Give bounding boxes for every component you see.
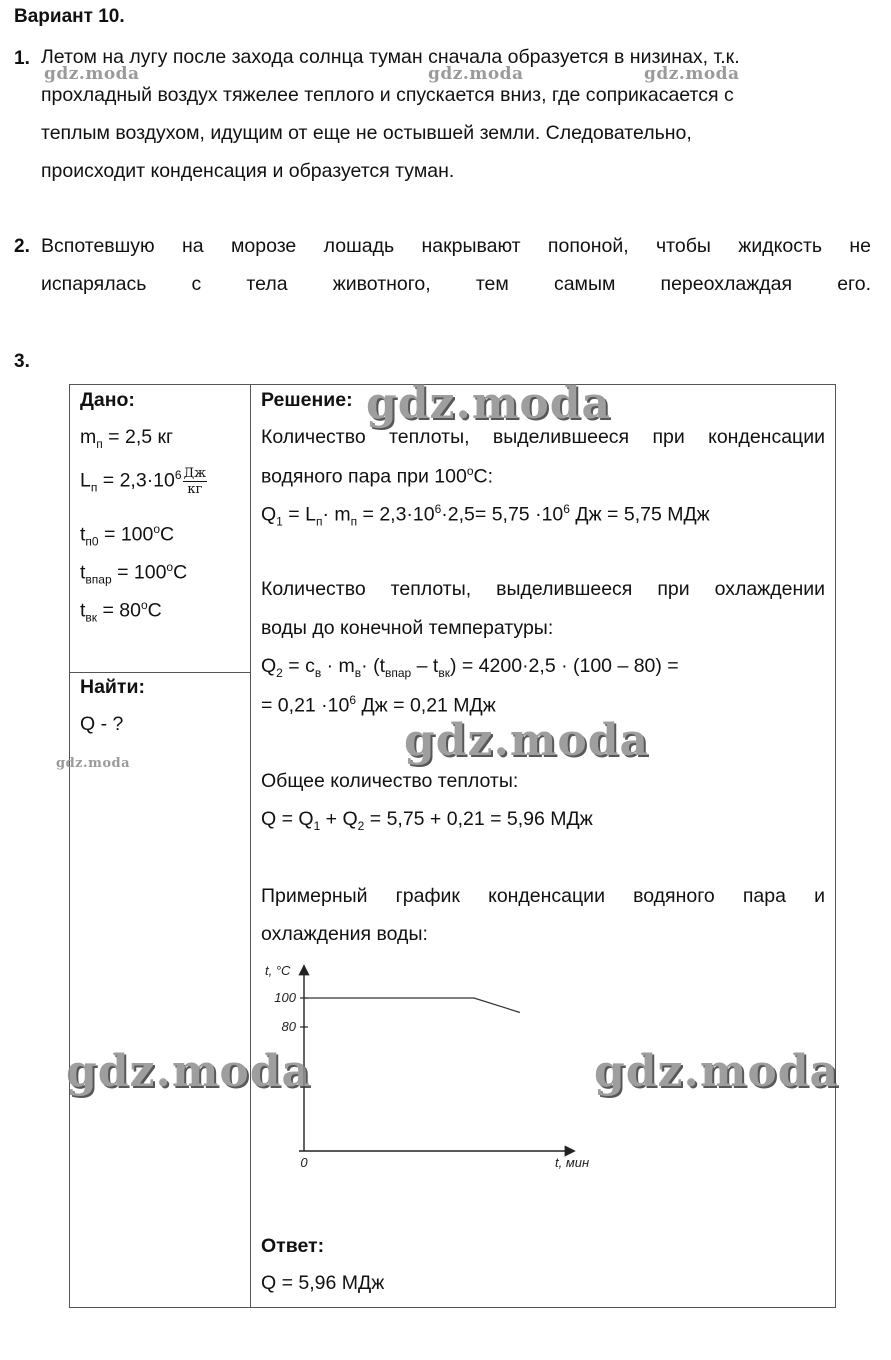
solution-text-1: Количество теплоты, выделившееся при конденсации <box>261 426 825 448</box>
given-mass-sub: п <box>96 436 103 451</box>
given-tk <box>80 598 162 624</box>
q2-sub: в <box>354 665 362 680</box>
given-latent-sub: п <box>90 480 98 495</box>
series-line <box>304 998 520 1013</box>
q2-part: ) = 4200·2,5 · (100 – 80) = <box>449 655 679 677</box>
y-tick-label: 80 <box>281 1019 296 1034</box>
degree-mark: o <box>140 598 148 612</box>
problem-2-line: Вспотевшую на морозе лошадь накрывают попоной, чтобы жидкость не <box>41 235 871 257</box>
given-tvpar <box>80 560 187 586</box>
y-tick-label: 100 <box>274 990 296 1005</box>
y-ticks <box>274 990 308 1034</box>
given-t0-sub: п0 <box>85 534 99 549</box>
given-tvpar-value: = 100 <box>111 561 167 584</box>
origin-label: 0 <box>300 1155 308 1170</box>
page-title: Вариант 10. <box>14 6 125 27</box>
given-latent-heat <box>80 466 207 497</box>
given-tvpar-symbol: t <box>80 561 86 584</box>
q1-symbol: Q <box>261 503 277 526</box>
given-t0-unit: C <box>160 523 175 546</box>
q2-result-part: = 0,21 ·10 <box>261 694 350 717</box>
q1-part: = L <box>282 503 316 526</box>
watermark: gdz.moda <box>644 64 740 84</box>
problem-1-line: происходит конденсация и образуется туман. <box>41 160 455 182</box>
watermark-large: gdz.moda <box>366 378 612 429</box>
given-tvpar-unit: C <box>173 561 188 584</box>
solution-heading: Решение: <box>261 389 353 411</box>
problem-1-text <box>41 38 871 190</box>
formula-q2-result <box>261 693 496 718</box>
problem-2-number: 2. <box>14 236 30 257</box>
q1-exp: 6 <box>563 502 570 516</box>
q1-sub: 1 <box>276 514 283 529</box>
problem-2-text <box>41 227 871 303</box>
qt-result: = 5,75 + 0,21 = 5,96 МДж <box>364 808 593 830</box>
solution-text-2b: C: <box>473 465 494 488</box>
table-bottom-border <box>69 1307 836 1308</box>
x-axis-label: t, мин <box>555 1155 590 1170</box>
degree-mark: o <box>166 560 174 574</box>
given-tk-sub: вк <box>85 610 98 625</box>
solution-text-4: воды до конечной температуры: <box>261 617 554 639</box>
q2-part: = c <box>282 655 315 677</box>
qt-part: + Q <box>320 808 358 830</box>
given-heading: Дано: <box>80 389 135 411</box>
q2-result: Дж = 0,21 МДж <box>356 694 496 717</box>
problem-1-line: прохладный воздух тяжелее теплого и спускается вниз, где соприкасается с <box>41 84 734 106</box>
solution-text-5: Общее количество теплоты: <box>261 770 519 792</box>
solution-text-2a: водяного пара при 100 <box>261 465 467 488</box>
problem-1-line: теплым воздухом, идущим от еще не остывшей земли. Следовательно, <box>41 122 692 144</box>
answer-heading: Ответ: <box>261 1235 325 1257</box>
given-mass-symbol: m <box>80 426 97 448</box>
watermark: gdz.moda <box>56 756 131 771</box>
given-t0-symbol: t <box>80 523 86 546</box>
given-latent-value: = 2,3·10 <box>97 469 175 492</box>
q1-result: Дж = 5,75 МДж <box>569 503 710 526</box>
problem-3-number: 3. <box>14 351 30 372</box>
q1-part: ·2,5= 5,75 ·10 <box>441 503 564 526</box>
solution-text-3: Количество теплоты, выделившееся при охлаждении <box>261 578 825 600</box>
problem-1-number: 1. <box>14 48 30 69</box>
formula-q2 <box>261 655 679 680</box>
qt-part: Q = Q <box>261 808 314 830</box>
given-latent-exp: 6 <box>174 468 182 483</box>
given-latent-unit-den: кг <box>187 482 203 497</box>
q2-part: – t <box>411 655 439 677</box>
watermark: gdz.moda <box>44 64 140 84</box>
watermark-large: gdz.moda <box>66 1046 312 1097</box>
answer-value: Q = 5,96 МДж <box>261 1272 385 1294</box>
find-value: Q - ? <box>80 713 124 735</box>
problem-2-line: испарялась с тела животного, тем самым переохлаждая его. <box>41 273 871 295</box>
given-mass <box>80 426 173 451</box>
q2-part: · m <box>321 655 355 677</box>
given-mass-value: = 2,5 кг <box>102 426 174 448</box>
q2-part: · (t <box>361 655 385 677</box>
table-right-border <box>835 384 836 1308</box>
watermark-large: gdz.moda <box>594 1046 840 1097</box>
table-left-border <box>69 384 70 1308</box>
find-heading: Найти: <box>80 676 145 698</box>
solution-text-6: Примерный график конденсации водяного пара и <box>261 885 825 907</box>
qt-sub: 2 <box>357 818 365 833</box>
table-column-divider <box>250 384 251 1308</box>
given-t0 <box>80 522 174 548</box>
formula-q1 <box>261 502 710 528</box>
q2-symbol: Q <box>261 655 277 677</box>
table-given-find-divider <box>69 672 251 673</box>
q2-sub: вк <box>438 665 450 680</box>
q2-sub: в <box>314 665 322 680</box>
qt-sub: 1 <box>313 818 321 833</box>
q1-sub: п <box>315 514 323 529</box>
degree-mark: o <box>466 464 474 478</box>
given-tk-symbol: t <box>80 599 86 622</box>
q1-sub: п <box>350 514 358 529</box>
given-tk-value: = 80 <box>97 599 141 622</box>
given-latent-unit-num: Дж <box>183 466 207 481</box>
degree-mark: o <box>153 522 161 536</box>
given-latent-unit <box>183 466 208 497</box>
watermark-large: gdz.moda <box>404 715 650 766</box>
given-tk-unit: C <box>147 599 162 622</box>
q1-part: · m <box>322 503 351 526</box>
solution-text-2 <box>261 464 493 489</box>
solution-text-7: охлаждения воды: <box>261 923 428 945</box>
watermark: gdz.moda <box>428 64 524 84</box>
q2-sub: 2 <box>276 665 283 680</box>
formula-total <box>261 808 593 833</box>
q2-exp: 6 <box>349 693 357 707</box>
q2-sub: впар <box>385 665 412 680</box>
q1-exp: 6 <box>434 502 442 516</box>
given-tvpar-sub: впар <box>85 572 112 587</box>
q1-part: = 2,3·10 <box>357 503 435 526</box>
given-t0-value: = 100 <box>98 523 154 546</box>
given-latent-symbol: L <box>80 469 91 492</box>
y-axis-label: t, °C <box>265 963 291 978</box>
problem-1-line: Летом на лугу после захода солнца туман сначала образуется в низинах, т.к. <box>41 46 740 68</box>
